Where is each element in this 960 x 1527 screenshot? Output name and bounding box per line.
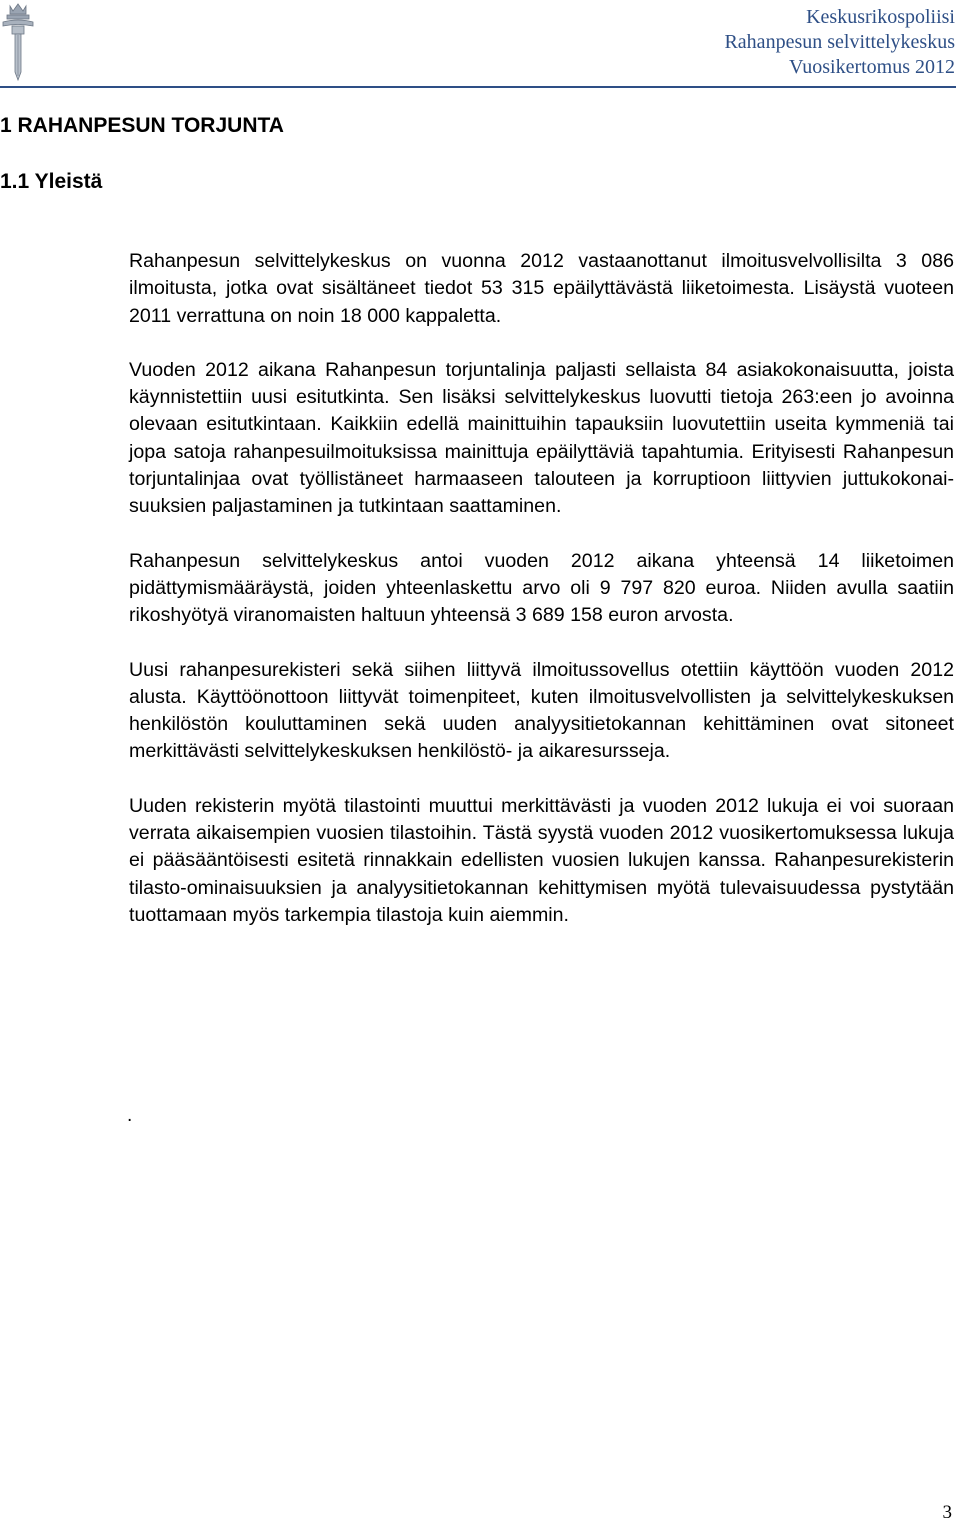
chapter-heading: 1 RAHANPESUN TORJUNTA <box>0 114 284 137</box>
section-heading: 1.1 Yleistä <box>0 170 103 193</box>
paragraph-5: Uuden rekisterin myötä tilastointi muuttui merkittävästi ja vuoden 2012 lukuja ei voi suoraan verrata aikaisempien vuosien tilastoihin. Tästä syystä vuoden 2012 vuosikertomuksessa lukuja ei pääsääntöisesti esitetä rinnakkain edellisten vuosien lukujen kanssa. Rahanpesurekisterin tilasto-ominaisuuksien ja analyysitietokannan kehittymisen myötä tulevaisuudessa pystytään tuottamaan myös tarkempia tilastoja kuin aiemmin. <box>129 794 954 926</box>
paragraph-2: Vuoden 2012 aikana Rahanpesun torjuntalinja paljasti sellaista 84 asiakokonaisuutta, joista käynnistettiin uusi esitutkinta. Sen lisäksi selvittelykeskus luovutti tietoja 263:een jo avoinna olevaan esitutkintaan. Kaikkiin edellä mainittuihin tapauksiin luovutettiin useita kymmeniä tai jopa satoja rahanpesuilmoituksissa mainittuja epäilyttäviä tapahtumia. Erityisesti Rahanpesun torjuntalinjaa ovat työllistäneet harmaaseen talouteen ja korruptioon liittyvien juttukokonaisuuksien paljastaminen ja tutkintaan saattaminen. <box>129 358 954 518</box>
header-report-title: Vuosikertomus 2012 <box>788 56 955 78</box>
paragraph-1: Rahanpesun selvittelykeskus on vuonna 2012 vastaanottanut ilmoitusvelvollisilta 3 086 ilmoitusta, jotka ovat sisältäneet tiedot 53 315 epäilyttävästä liiketoimesta. Lisäystä vuoteen 2011 verrattuna on noin 18 000 kappaletta. <box>129 250 954 327</box>
header-divider <box>0 86 956 88</box>
paragraph-4: Uusi rahanpesurekisteri sekä siihen liittyvä ilmoitussovellus otettiin käyttöön vuoden 2012 alusta. Käyttöönottoon liittyvät toimenpiteet, kuten ilmoitusvelvollisten ja selvittelykeskuksen henkilöstön kouluttaminen sekä uuden analyysitietokannan kehittäminen ovat sitoneet merkittävästi selvittelykeskuksen henkilöstö- ja aikaresursseja. <box>129 658 954 763</box>
page-number: 3 <box>942 1502 952 1523</box>
body-text <box>129 248 954 956</box>
paragraph-3: Rahanpesun selvittelykeskus antoi vuoden 2012 aikana yhteensä 14 liiketoimen pidättymismääräystä, joiden yhteenlaskettu arvo oli 9 797 820 euroa. Niiden avulla saatiin rikoshyötyä viranomaisten haltuun yhteensä 3 689 158 euron arvosta. <box>129 549 954 627</box>
header-department: Rahanpesun selvittelykeskus <box>724 31 955 53</box>
stray-period: . <box>127 1105 133 1126</box>
header-organization: Keskusrikospoliisi <box>806 6 955 28</box>
document-header <box>724 5 955 80</box>
police-emblem-logo-icon <box>1 2 35 82</box>
